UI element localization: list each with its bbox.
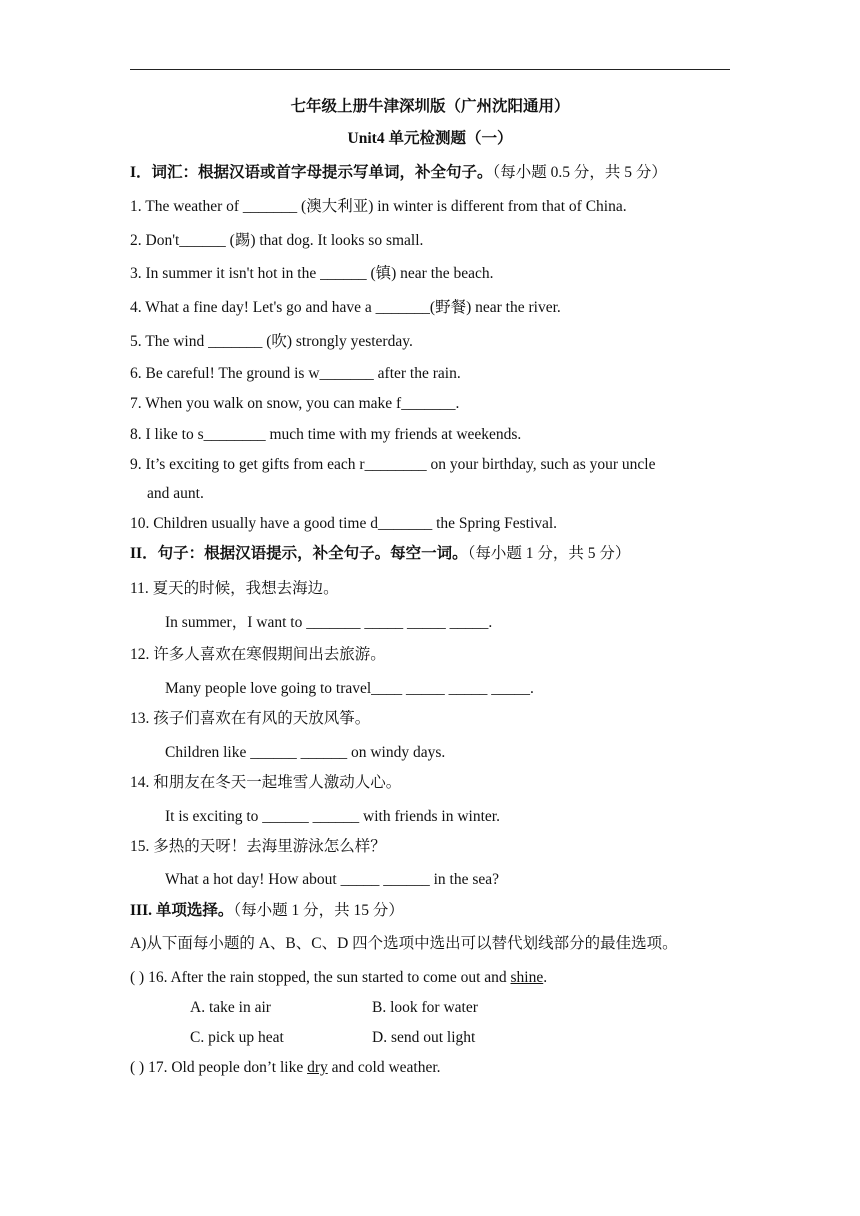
question-16-option-b: B. look for water bbox=[372, 999, 478, 1016]
question-1: 1. The weather of _______ (澳大利亚) in winter is different from that of China. bbox=[130, 198, 627, 215]
section2-heading: II．句子：根据汉语提示，补全句子。每空一词。 bbox=[130, 545, 468, 562]
question-12-chinese: 12. 许多人喜欢在寒假期间出去旅游。 bbox=[130, 646, 386, 663]
question-5: 5. The wind _______ (吹) strongly yesterday. bbox=[130, 333, 413, 350]
section3-heading-line bbox=[130, 900, 404, 921]
section1-heading-line bbox=[130, 162, 667, 183]
section3-heading: III. 单项选择。 bbox=[130, 902, 234, 919]
question-13-english: Children like ______ ______ on windy days. bbox=[165, 744, 446, 761]
question-16-option-d: D. send out light bbox=[372, 1029, 476, 1046]
question-8: 8. I like to s________ much time with my friends at weekends. bbox=[130, 426, 522, 443]
question-7: 7. When you walk on snow, you can make f_______. bbox=[130, 395, 460, 412]
worksheet-title: 七年级上册牛津深圳版（广州沈阳通用） bbox=[290, 98, 570, 115]
question-16-prefix: ( ) 16. After the rain stopped, the sun started to come out and bbox=[130, 969, 511, 986]
section3-score: （每小题 1 分，共 15 分） bbox=[233, 902, 404, 919]
worksheet-subtitle: Unit4 单元检测题（一） bbox=[347, 130, 513, 147]
question-15-chinese: 15. 多热的天呀！去海里游泳怎么样？ bbox=[130, 838, 386, 855]
question-9: 9. It’s exciting to get gifts from each r________ on your birthday, such as your uncle bbox=[130, 456, 656, 473]
question-3: 3. In summer it isn't hot in the ______ (镇) near the beach. bbox=[130, 265, 494, 282]
question-17-underlined-word: dry bbox=[307, 1059, 328, 1076]
section2-score: （每小题 1 分，共 5 分） bbox=[467, 545, 631, 562]
question-16-option-a: A. take in air bbox=[190, 999, 271, 1016]
question-14-english: It is exciting to ______ ______ with friends in winter. bbox=[165, 808, 500, 825]
question-2: 2. Don't______ (踢) that dog. It looks so small. bbox=[130, 232, 424, 249]
section3-instruction: A)从下面每小题的 A、B、C、D 四个选项中选出可以替代划线部分的最佳选项。 bbox=[130, 935, 678, 952]
question-12-english: Many people love going to travel____ _____ _____ _____. bbox=[165, 680, 534, 697]
question-16-option-c: C. pick up heat bbox=[190, 1029, 284, 1046]
section1-heading: I．词汇：根据汉语或首字母提示写单词，补全句子。 bbox=[130, 164, 493, 181]
question-11-chinese: 11. 夏天的时候，我想去海边。 bbox=[130, 580, 339, 597]
question-17-suffix: and cold weather. bbox=[327, 1059, 441, 1076]
question-6: 6. Be careful! The ground is w_______ after the rain. bbox=[130, 365, 461, 382]
question-16-options-row-2 bbox=[130, 1027, 475, 1048]
question-16 bbox=[130, 967, 547, 988]
section1-score: （每小题 0.5 分，共 5 分） bbox=[492, 164, 667, 181]
section2-heading-line bbox=[130, 543, 630, 564]
question-16-suffix: . bbox=[543, 969, 548, 986]
question-17-prefix: ( ) 17. Old people don’t like bbox=[130, 1059, 308, 1076]
question-16-options-row-1 bbox=[130, 997, 478, 1018]
question-11-english: In summer，I want to _______ _____ _____ _____. bbox=[165, 614, 493, 631]
question-17 bbox=[130, 1057, 441, 1078]
header-rule bbox=[130, 69, 730, 70]
question-10: 10. Children usually have a good time d_______ the Spring Festival. bbox=[130, 515, 558, 532]
question-14-chinese: 14. 和朋友在冬天一起堆雪人激动人心。 bbox=[130, 774, 402, 791]
question-4: 4. What a fine day! Let's go and have a _______(野餐) near the river. bbox=[130, 299, 561, 316]
question-16-underlined-word: shine bbox=[510, 969, 544, 986]
question-9-continued: and aunt. bbox=[147, 485, 204, 502]
question-15-english: What a hot day! How about _____ ______ in the sea? bbox=[165, 871, 500, 888]
question-13-chinese: 13. 孩子们喜欢在有风的天放风筝。 bbox=[130, 710, 371, 727]
